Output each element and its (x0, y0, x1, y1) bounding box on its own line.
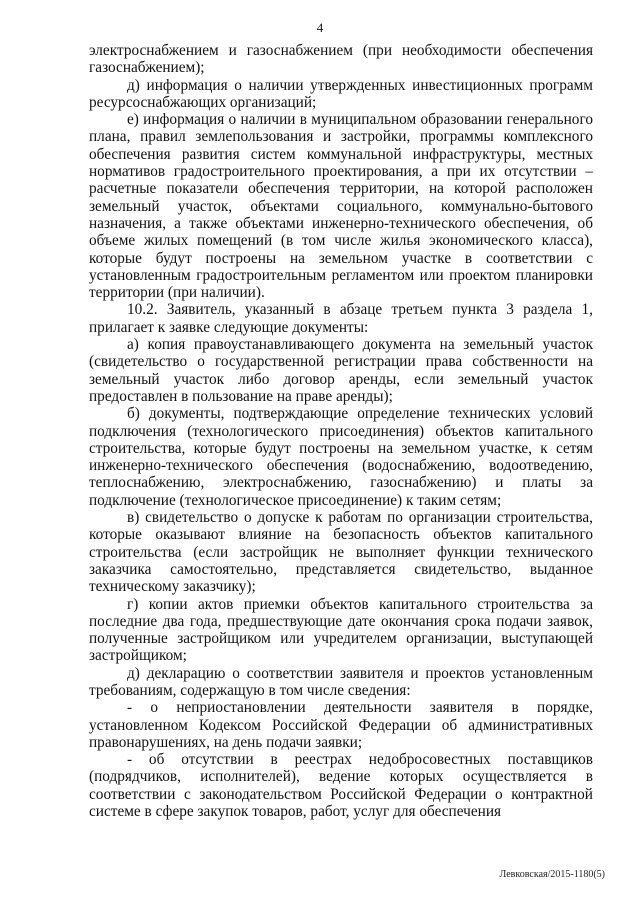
paragraph-item-d-declaration: д) декларацию о соответствии заявителя и проектов установленным требованиям, содержащую в том числе сведения: (89, 664, 593, 699)
paragraph-item-d-investment: д) информация о наличии утвержденных инвестиционных программ ресурсоснабжающих организаций; (89, 76, 593, 111)
paragraph-item-b-technical-conditions: б) документы, подтверждающие определение технических условий подключения (технологического присоединения) объектов капитального строительства, которые будут построены на земельном участке, к сетям инженерно-технического обеспечения (водоснабжению, водоотведению, теплоснабжению, электроснабжению, газоснабжению) и платы за подключение (технологическое присоединение) к таким сетям; (89, 405, 593, 509)
document-body (89, 42, 593, 820)
paragraph-item-g-acceptance-acts: г) копии актов приемки объектов капитального строительства за последние два года, предшествующие дате окончания срока подачи заявок, полученные застройщиком или учредителем организации, выступающей застройщиком; (89, 595, 593, 665)
footer-document-code: Левковская/2015-1180(5) (499, 869, 605, 880)
paragraph-10-2: 10.2. Заявитель, указанный в абзаце третьем пункта 3 раздела 1, прилагает к заявке следующие документы: (89, 301, 593, 336)
paragraph-item-a-title-document: а) копия правоустанавливающего документа на земельный участок (свидетельство о государственной регистрации права собственности на земельный участок либо договор аренды, если земельный участок предоставлен в пользование на праве аренды); (89, 336, 593, 405)
paragraph-dash-non-suspension: - о неприостановлении деятельности заявителя в порядке, установленном Кодексом Российской Федерации об административных правонарушениях, на день подачи заявки; (89, 699, 593, 751)
paragraph-continuation: электроснабжением и газоснабжением (при необходимости обеспечения газоснабжением); (89, 42, 593, 77)
paragraph-item-v-certificate: в) свидетельство о допуске к работам по организации строительства, которые оказывают влияние на безопасность объектов капитального строительства (если застройщик не выполняет функции технического заказчика самостоятельно, представляется свидетельство, выданное техническому заказчику); (89, 509, 593, 596)
page-number: 4 (316, 20, 324, 35)
paragraph-dash-registry: - об отсутствии в реестрах недобросовестных поставщиков (подрядчиков, исполнителей), ведение которых осуществляется в соответствии с законодательством Российской Федерации о контрактной системе в сфере закупок товаров, работ, услуг для обеспечения (89, 751, 593, 821)
paragraph-item-e-general-plan: е) информация о наличии в муниципальном образовании генерального плана, правил землепользования и застройки, программы комплексного обеспечения развития систем коммунальной инфраструктуры, местных нормативов градостроительного проектирования, а при их отсутствии – расчетные показатели обеспечения территории, на которой расположен земельный участок, объектами социального, коммунально-бытового назначения, а также объектами инженерно-технического обеспечения, об объеме жилых помещений (в том числе жилья экономического класса), которые будут построены на земельном участке в соответствии с установленным градостроительным регламентом или проектом планировки территории (при наличии). (89, 111, 593, 302)
